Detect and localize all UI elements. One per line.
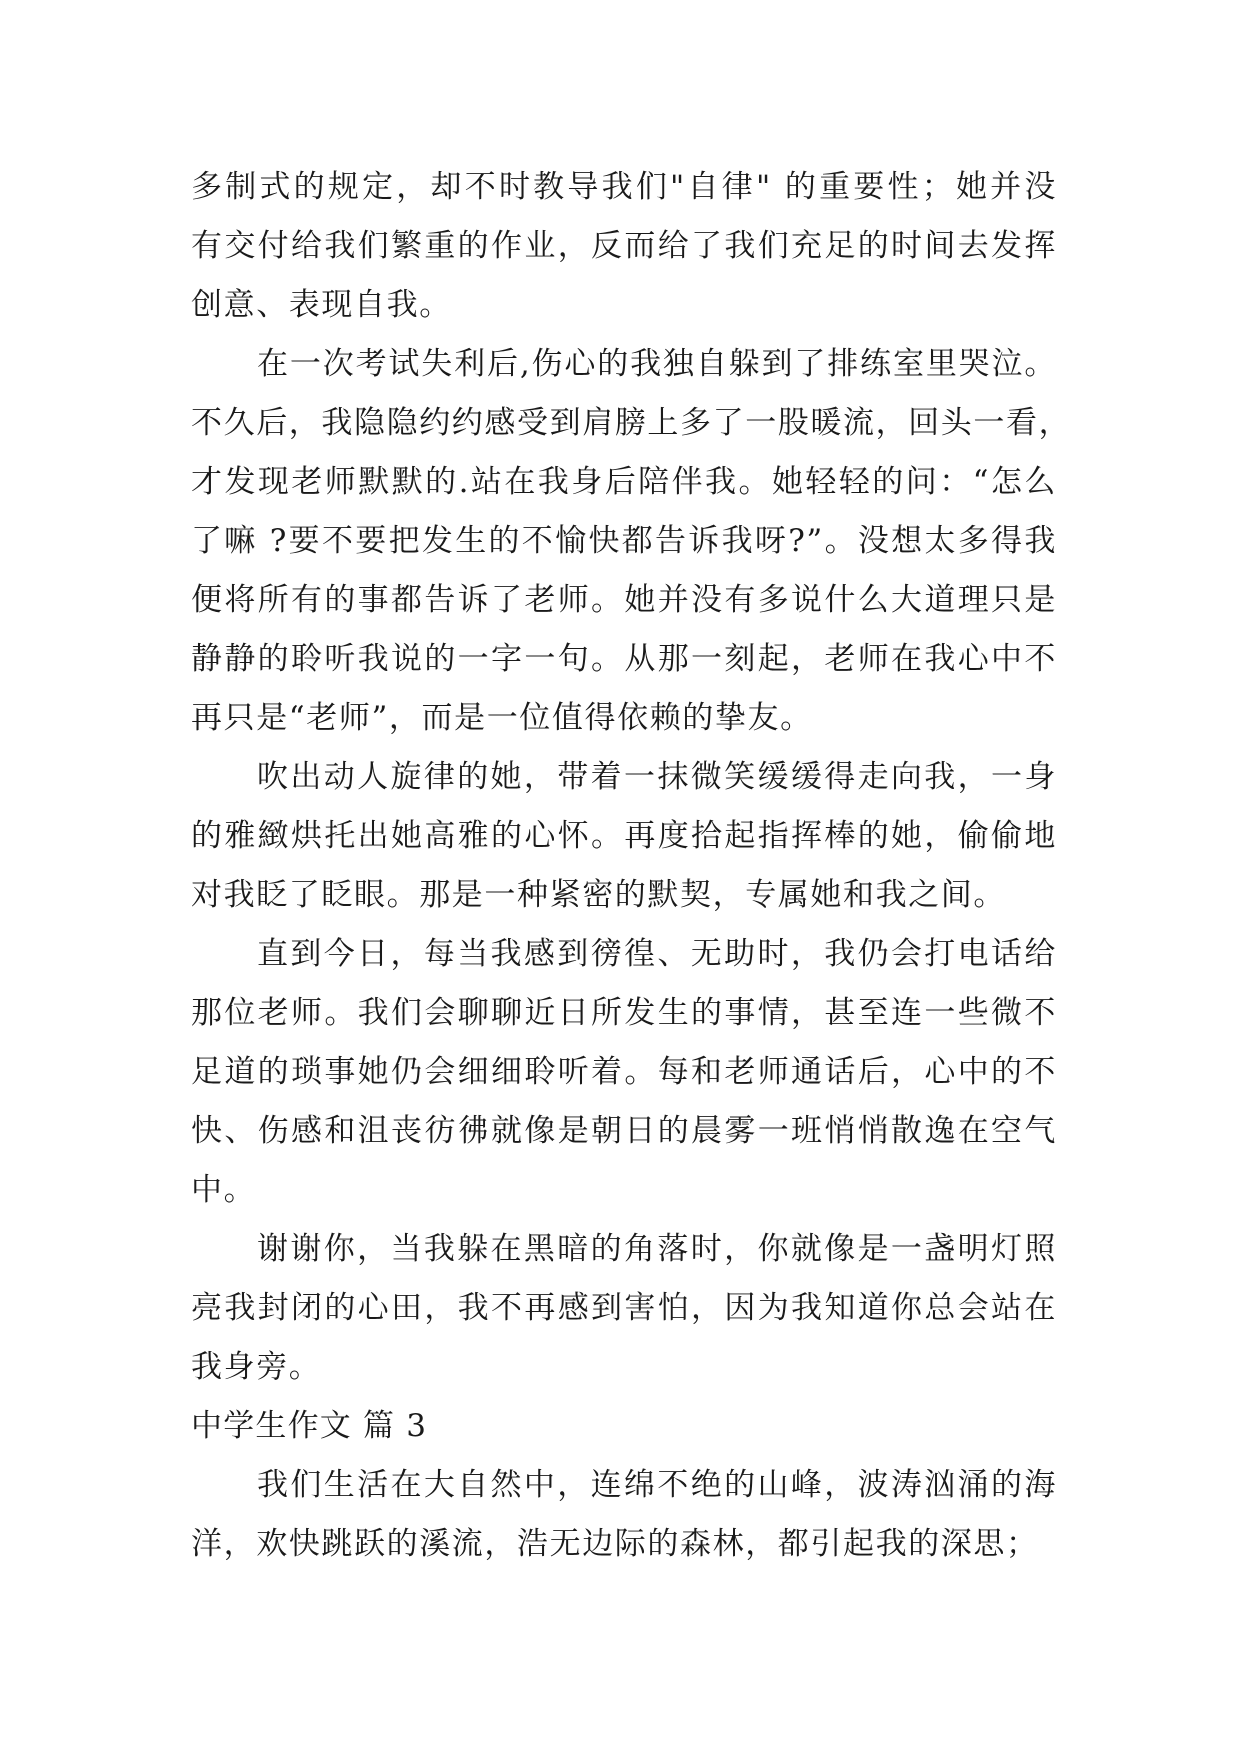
paragraph (191, 335, 1072, 748)
text-line: 在一次考试失利后,伤心的我独自躲到了排练室里哭泣。 (257, 346, 1057, 382)
text-line: 便将所有的事都告诉了老师。她并没有多说什么大道理只是 (191, 582, 1057, 618)
text-line: 创意、表现自我。 (191, 287, 452, 323)
section-heading (191, 1397, 1057, 1456)
heading-text: 中学生作文 篇 3 (191, 1408, 428, 1444)
text-line: 不久后，我隐隐约约感受到肩膀上多了一股暖流，回头一看， (191, 405, 1072, 441)
text-line: 我身旁。 (191, 1349, 322, 1385)
text-line: 静静的聆听我说的一字一句。从那一刻起，老师在我心中不 (191, 641, 1057, 677)
text-line: 吹出动人旋律的她，带着一抹微笑缓缓得走向我，一身 (257, 759, 1057, 795)
text-line: 那位老师。我们会聊聊近日所发生的事情，甚至连一些微不 (191, 995, 1057, 1031)
text-line: 的雅緻烘托出她高雅的心怀。再度拾起指挥棒的她，偷偷地 (191, 818, 1057, 854)
text-line: 对我眨了眨眼。那是一种紧密的默契，专属她和我之间。 (191, 877, 1006, 913)
paragraph (191, 925, 1057, 1220)
text-line: 谢谢你，当我躲在黑暗的角落时，你就像是一盏明灯照 (257, 1231, 1057, 1267)
text-line: 有交付给我们繁重的作业，反而给了我们充足的时间去发挥 (191, 228, 1057, 264)
text-line: 再只是“老师”，而是一位值得依赖的挚友。 (191, 700, 813, 736)
text-line: 快、伤感和沮丧彷彿就像是朝日的晨雾一班悄悄散逸在空气 (191, 1113, 1057, 1149)
paragraph (191, 1456, 1057, 1574)
paragraph (191, 1220, 1057, 1397)
text-line: 才发现老师默默的.站在我身后陪伴我。她轻轻的问：“怎么 (191, 464, 1057, 500)
paragraph (191, 158, 1057, 335)
text-line: 足道的琐事她仍会细细聆听着。每和老师通话后，心中的不 (191, 1054, 1057, 1090)
text-line: 洋，欢快跳跃的溪流，浩无边际的森林，都引起我的深思； (191, 1526, 1039, 1562)
text-line: 了嘛 ?要不要把发生的不愉快都告诉我呀?”。没想太多得我 (191, 523, 1057, 559)
document-body (191, 158, 1072, 1574)
text-line: 直到今日，每当我感到徬徨、无助时，我仍会打电话给 (257, 936, 1057, 972)
text-line: 亮我封闭的心田，我不再感到害怕，因为我知道你总会站在 (191, 1290, 1057, 1326)
text-line: 中。 (191, 1172, 257, 1208)
text-line: 我们生活在大自然中，连绵不绝的山峰，波涛汹涌的海 (257, 1467, 1057, 1503)
text-line: 多制式的规定，却不时教导我们"自律" 的重要性；她并没 (191, 169, 1057, 205)
paragraph (191, 748, 1057, 925)
